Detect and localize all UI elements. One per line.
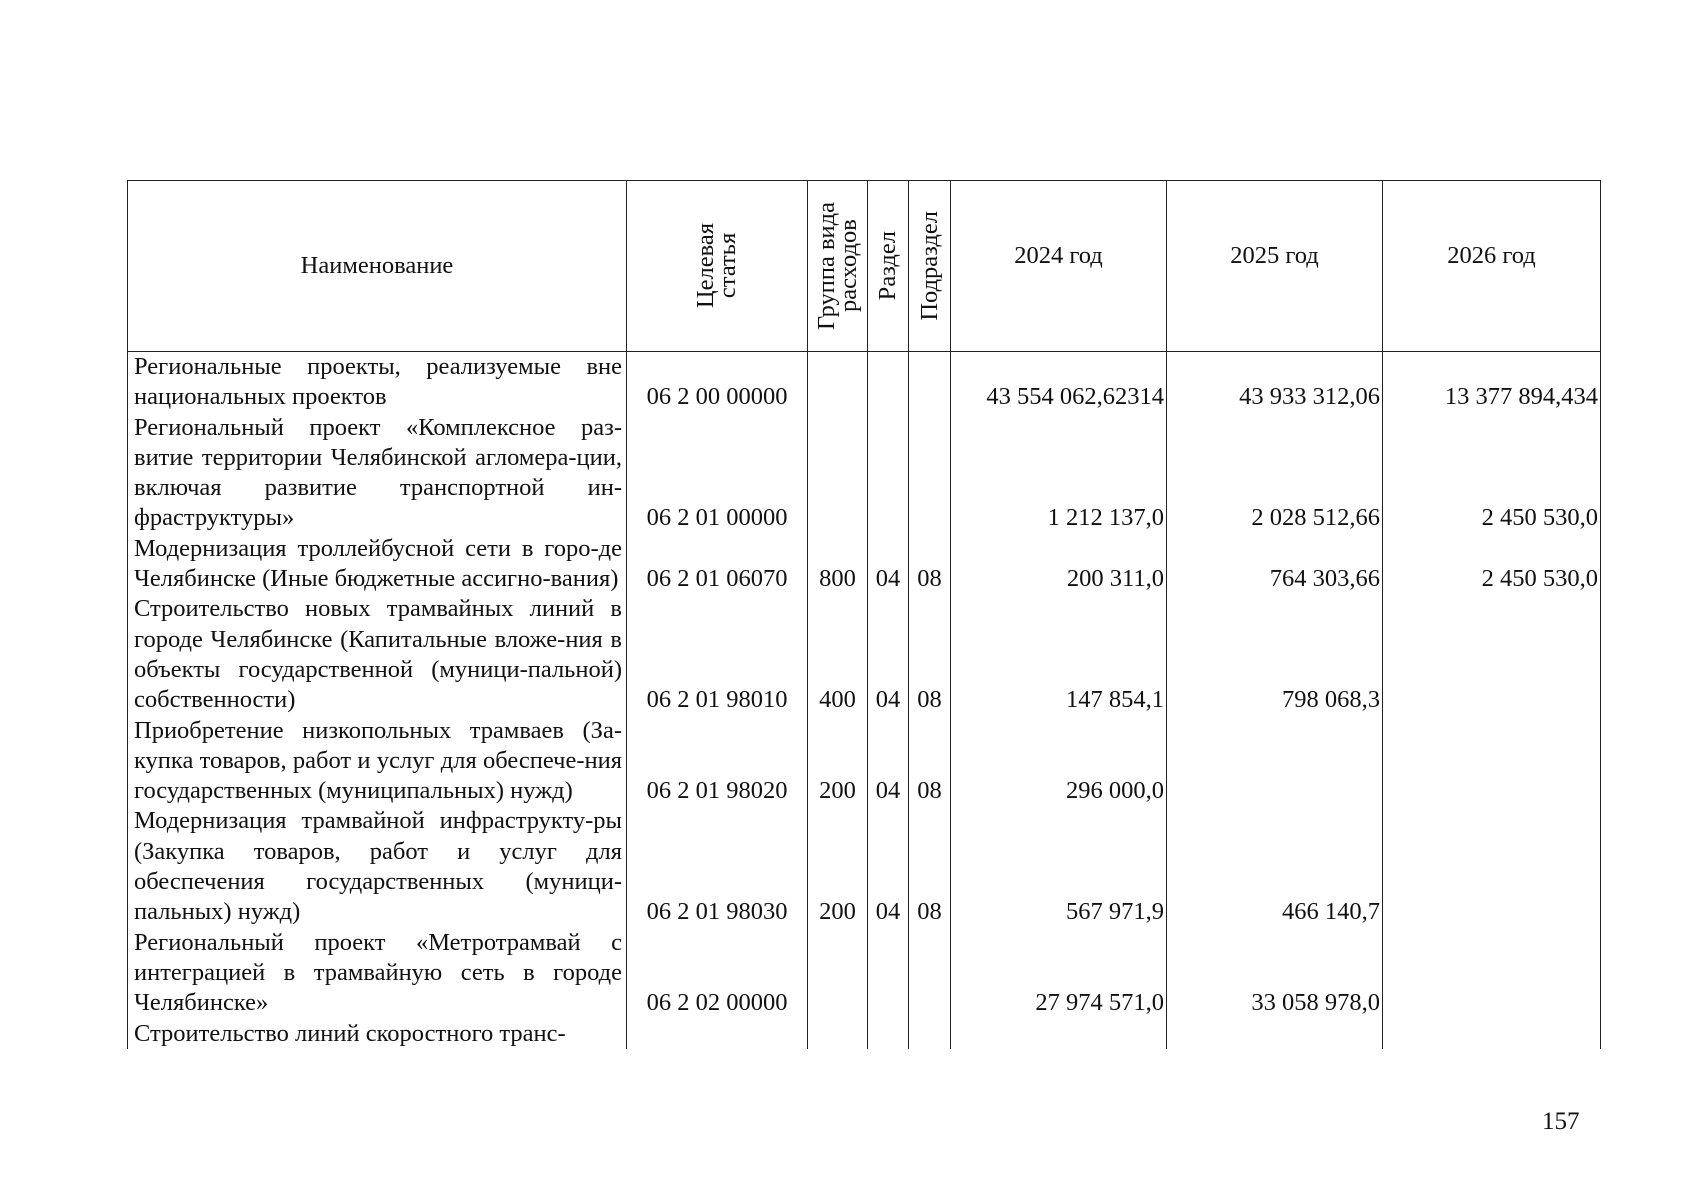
row-target-article: 06 2 01 06070 xyxy=(627,534,808,595)
row-amount-2026: 13 377 894,434 xyxy=(1383,352,1601,413)
row-expense-group xyxy=(808,1019,868,1049)
row-amount-2025: 2 028 512,66 xyxy=(1167,413,1383,534)
header-year-2026: 2026 год xyxy=(1383,181,1601,352)
row-subsection xyxy=(909,413,951,534)
budget-table xyxy=(127,180,1601,1049)
row-name: Строительство новых трамвайных линий в городе Челябинске (Капитальные вложе-ния в объекты государственной (муници-пальной) собственности) xyxy=(128,594,627,715)
row-section: 04 xyxy=(868,716,909,807)
row-subsection xyxy=(909,1019,951,1049)
table-header-row xyxy=(128,181,1601,352)
row-amount-2026 xyxy=(1383,1019,1601,1049)
row-expense-group xyxy=(808,352,868,413)
table-row xyxy=(128,413,1601,534)
row-subsection xyxy=(909,352,951,413)
row-amount-2024: 27 974 571,0 xyxy=(951,928,1167,1019)
header-expense-group-line2: расходов xyxy=(834,219,862,313)
header-expense-group-line1: Группа вида xyxy=(812,201,840,331)
row-amount-2025: 43 933 312,06 xyxy=(1167,352,1383,413)
table-row xyxy=(128,716,1601,807)
row-amount-2024: 1 212 137,0 xyxy=(951,413,1167,534)
row-name: Модернизация трамвайной инфраструкту-ры (Закупка товаров, работ и услуг для обеспечения государственных (муници-пальных) нужд) xyxy=(128,806,627,927)
table-row xyxy=(128,1019,1601,1049)
header-section xyxy=(868,181,909,352)
row-target-article: 06 2 01 98020 xyxy=(627,716,808,807)
header-year-2025: 2025 год xyxy=(1167,181,1383,352)
row-expense-group: 200 xyxy=(808,716,868,807)
row-target-article xyxy=(627,1019,808,1049)
table-row xyxy=(128,534,1601,595)
row-section xyxy=(868,928,909,1019)
header-name-label: Наименование xyxy=(300,251,454,279)
row-amount-2026: 2 450 530,0 xyxy=(1383,534,1601,595)
row-amount-2026 xyxy=(1383,716,1601,807)
row-subsection: 08 xyxy=(909,716,951,807)
header-target-article xyxy=(627,181,808,352)
row-amount-2026 xyxy=(1383,594,1601,715)
header-year-2024: 2024 год xyxy=(951,181,1167,352)
header-section-label: Раздел xyxy=(874,231,901,301)
row-amount-2024: 200 311,0 xyxy=(951,534,1167,595)
row-amount-2024: 567 971,9 xyxy=(951,806,1167,927)
row-name: Региональные проекты, реализуемые вне национальных проектов xyxy=(128,352,627,413)
row-subsection xyxy=(909,928,951,1019)
row-amount-2024 xyxy=(951,1019,1167,1049)
row-amount-2026 xyxy=(1383,928,1601,1019)
row-name: Региональный проект «Комплексное раз-витие территории Челябинской агломера-ции, включая развитие транспортной ин-фраструктуры» xyxy=(128,413,627,534)
header-subsection-label: Подраздел xyxy=(915,211,943,321)
row-expense-group: 200 xyxy=(808,806,868,927)
row-amount-2025 xyxy=(1167,1019,1383,1049)
row-target-article: 06 2 01 98030 xyxy=(627,806,808,927)
row-amount-2025: 798 068,3 xyxy=(1167,594,1383,715)
row-section xyxy=(868,352,909,413)
row-target-article: 06 2 02 00000 xyxy=(627,928,808,1019)
header-expense-group xyxy=(808,181,868,352)
row-section: 04 xyxy=(868,534,909,595)
row-section xyxy=(868,1019,909,1049)
row-expense-group xyxy=(808,413,868,534)
row-subsection: 08 xyxy=(909,594,951,715)
header-name xyxy=(128,181,627,352)
row-amount-2024: 296 000,0 xyxy=(951,716,1167,807)
row-name: Модернизация троллейбусной сети в горо-де Челябинске (Иные бюджетные ассигно-вания) xyxy=(128,534,627,595)
row-target-article: 06 2 01 98010 xyxy=(627,594,808,715)
row-expense-group xyxy=(808,928,868,1019)
row-section xyxy=(868,413,909,534)
row-name: Региональный проект «Метротрамвай с интеграцией в трамвайную сеть в городе Челябинске» xyxy=(128,928,627,1019)
row-amount-2025: 466 140,7 xyxy=(1167,806,1383,927)
row-name: Строительство линий скоростного транс- xyxy=(128,1019,627,1049)
table-row xyxy=(128,928,1601,1019)
row-subsection: 08 xyxy=(909,806,951,927)
row-expense-group: 800 xyxy=(808,534,868,595)
row-section: 04 xyxy=(868,594,909,715)
row-amount-2025 xyxy=(1167,716,1383,807)
header-target-article-line2: статья xyxy=(714,233,741,299)
row-amount-2025: 764 303,66 xyxy=(1167,534,1383,595)
row-expense-group: 400 xyxy=(808,594,868,715)
row-target-article: 06 2 01 00000 xyxy=(627,413,808,534)
header-target-article-line1: Целевая xyxy=(692,223,719,309)
row-amount-2024: 147 854,1 xyxy=(951,594,1167,715)
row-amount-2024: 43 554 062,62314 xyxy=(951,352,1167,413)
page-number: 157 xyxy=(1542,1108,1580,1135)
table-row xyxy=(128,352,1601,413)
row-name: Приобретение низкопольных трамваев (За-купка товаров, работ и услуг для обеспече-ния государственных (муниципальных) нужд) xyxy=(128,716,627,807)
table-row xyxy=(128,806,1601,927)
row-section: 04 xyxy=(868,806,909,927)
header-subsection xyxy=(909,181,951,352)
row-amount-2026: 2 450 530,0 xyxy=(1383,413,1601,534)
table-row xyxy=(128,594,1601,715)
row-target-article: 06 2 00 00000 xyxy=(627,352,808,413)
row-subsection: 08 xyxy=(909,534,951,595)
row-amount-2026 xyxy=(1383,806,1601,927)
row-amount-2025: 33 058 978,0 xyxy=(1167,928,1383,1019)
